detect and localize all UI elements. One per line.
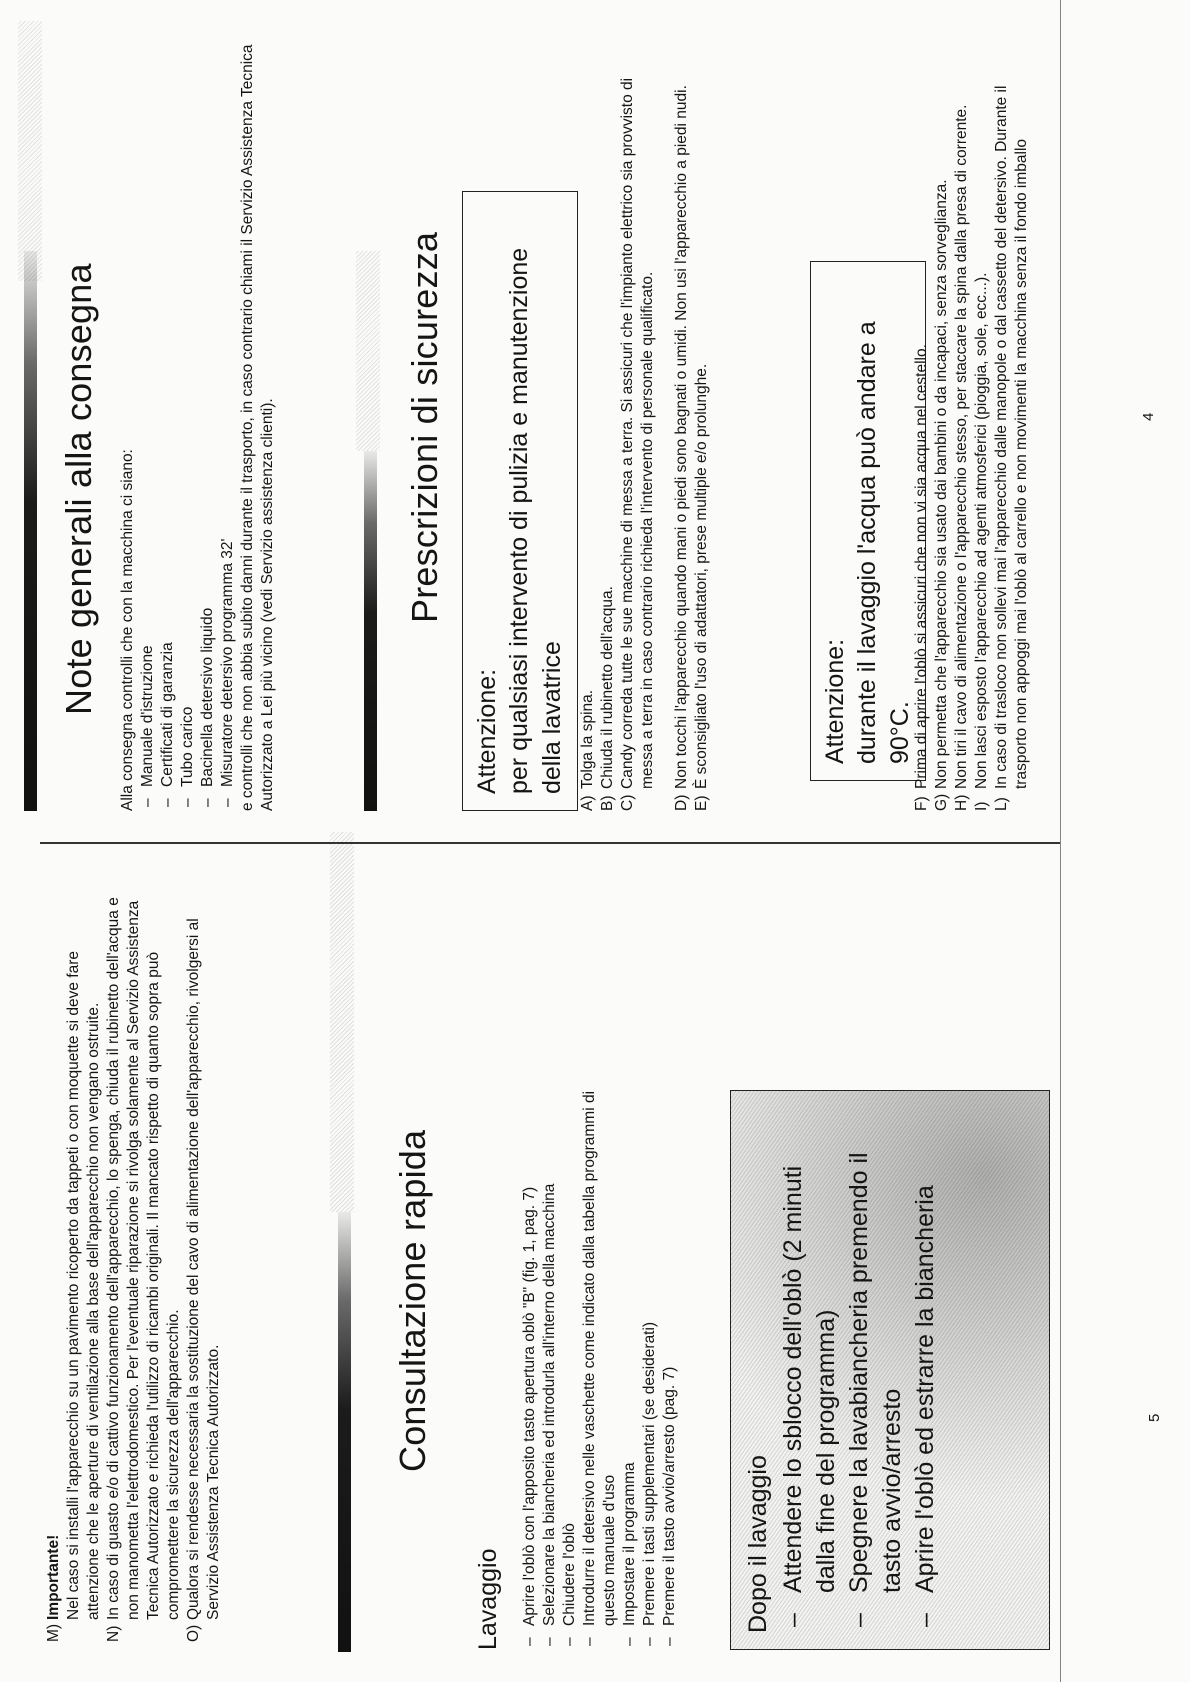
list-item: – Chiudere l'oblò bbox=[560, 1090, 580, 1650]
rule-text: Prima di aprire l'oblò si assicuri che non vi sia acqua nel cestello. bbox=[913, 344, 930, 789]
rule-text: Non tiri il cavo di alimentazione o l'apparecchio stesso, per staccare la spina dalla presa di corrente. bbox=[953, 104, 970, 789]
rule-title: Importante! bbox=[45, 1534, 62, 1620]
list-item: – Bacinella detersivo liquido bbox=[198, 41, 218, 811]
delivery-notes bbox=[118, 41, 278, 811]
rule-letter: B) bbox=[599, 795, 616, 811]
scan-noise bbox=[356, 251, 380, 451]
rule-l bbox=[992, 21, 1032, 811]
section-bar bbox=[24, 251, 37, 811]
rule-e bbox=[692, 31, 712, 811]
rule-letter: I) bbox=[973, 801, 990, 811]
rule-letter: O) bbox=[185, 1624, 202, 1642]
rule-text: Tolga la spina. bbox=[579, 689, 596, 789]
note-intro: Alla consegna controlli che con la macchina ci siano: bbox=[119, 449, 136, 811]
note-outro: e controlli che non abbia subito danni durante il trasporto, in caso contrario chiami il Servizio Assistenza Tecnica Autorizzato a Lei più vicino (vedi Servizio assistenza clienti). bbox=[239, 44, 276, 811]
rule-letter: F) bbox=[913, 796, 930, 811]
wash-title: Lavaggio bbox=[474, 1548, 502, 1650]
list-item: – Selezionare la biancheria ed introdurla all'interno della macchina bbox=[540, 1090, 560, 1650]
list-item: – Attendere lo sblocco dell'oblò (2 minuti dalla fine del programma) bbox=[777, 1107, 843, 1633]
note-title: Note generali alla consegna bbox=[58, 263, 99, 715]
rule-letter: N) bbox=[105, 1625, 122, 1642]
list-item: – Spegnere la lavabiancheria premendo il tasto avvio/arresto bbox=[843, 1107, 909, 1633]
rule-letter: A) bbox=[579, 795, 596, 811]
rule-text: Non permetta che l'apparecchio sia usato dai bambini o da incapaci, senza sorveglianza. bbox=[933, 179, 950, 789]
scan-noise bbox=[330, 832, 354, 1212]
rule-letter: M) bbox=[45, 1623, 62, 1642]
warning-box-temperature bbox=[810, 261, 926, 781]
rule-letter: D) bbox=[673, 794, 690, 811]
quick-title: Consultazione rapida bbox=[392, 1129, 433, 1472]
rule-letter: H) bbox=[953, 794, 970, 811]
rule-o bbox=[184, 882, 224, 1642]
rule-text: Non tocchi l'apparecchio quando mani o piedi sono bagnati o umidi. Non usi l'apparecchio a piedi nudi. bbox=[673, 85, 690, 789]
warning-box-cleaning bbox=[462, 191, 578, 811]
section-bar bbox=[338, 1212, 351, 1652]
rule-text: Nel caso si installi l'apparecchio su un pavimento ricoperto da tappeti o con moquette si deve fare attenzione che le aperture di ventilazione alla base dell'apparecchio non vengano ostruite. bbox=[65, 951, 102, 1620]
rule-m bbox=[44, 882, 104, 1642]
list-item: – Misuratore detersivo programma 32' bbox=[218, 41, 238, 811]
rules-a-e bbox=[578, 31, 712, 811]
rule-b bbox=[598, 31, 618, 811]
rule-a bbox=[578, 31, 598, 811]
rule-letter: E) bbox=[693, 795, 710, 811]
safety-title: Prescrizioni di sicurezza bbox=[404, 231, 445, 623]
rule-f bbox=[912, 21, 932, 811]
rule-text: Non lasci esposto l'apparecchio ad agenti atmosferici (pioggia, sole, ecc...). bbox=[973, 272, 990, 789]
rule-letter: G) bbox=[933, 793, 950, 811]
warning-label: Attenzione: bbox=[473, 668, 501, 794]
page-number: 5 bbox=[1146, 1413, 1163, 1422]
rule-c bbox=[618, 31, 658, 811]
wash-steps bbox=[520, 1090, 680, 1650]
rule-letter: C) bbox=[619, 794, 636, 811]
warning-text: per qualsiasi intervento di pulizia e manutenzione della lavatrice bbox=[505, 247, 566, 794]
page-bottom-line bbox=[1060, 0, 1061, 1682]
rule-g bbox=[932, 21, 952, 811]
scan-noise bbox=[18, 21, 42, 281]
rule-i bbox=[972, 21, 992, 811]
list-item: – Certificati di garanzia bbox=[158, 41, 178, 811]
page-5 bbox=[0, 841, 1190, 1682]
rule-text: In caso di guasto e/o di cattivo funzionamento dell'apparecchio, lo spenga, chiuda il rubinetto dell'acqua e non manometta l'elettrodomestico. Per l'eventuale riparazione si rivolga solamente al Servizio Assistenza Tecnica Autorizzato e richieda l'utilizzo di ricambi originali. Il mancato rispetto di quanto sopra può compromettere la sicurezza dell'apparecchio. bbox=[105, 897, 182, 1620]
list-item: – Aprire l'oblò ed estrarre la biancheria bbox=[909, 1107, 942, 1633]
rule-text: Qualora si rendesse necessaria la sostituzione del cavo di alimentazione dell'apparecchio, rivolgersi al Servizio Assistenza Tecnica Autorizzato. bbox=[185, 918, 222, 1620]
list-item: – Premere il tasto avvio/arresto (pag. 7) bbox=[660, 1090, 680, 1650]
rules-m-o bbox=[44, 882, 224, 1642]
rule-text: In caso di trasloco non sollevi mai l'apparecchio dalle manopole o dal cassetto del detersivo. Durante il trasporto non appoggi mai l'oblò al carrello e non movimenti la macchina senza il fondo imballo bbox=[993, 85, 1030, 789]
rule-text: Candy corredа tutte le sue macchine di messa a terra. Si assicuri che l'impianto elettrico sia provvisto di messa a terra in caso contrario richieda l'intervento di personale qualificato. bbox=[619, 77, 656, 789]
page-number: 4 bbox=[1140, 412, 1157, 421]
list-item: – Manuale d'istruzione bbox=[138, 41, 158, 811]
rule-d bbox=[672, 31, 692, 811]
after-wash-box bbox=[730, 1090, 1050, 1650]
rule-h bbox=[952, 21, 972, 811]
rule-text: È sconsigliato l'uso di adattatori, prese multiple e/o prolunghe. bbox=[693, 363, 710, 789]
after-title: Dopo il lavaggio bbox=[744, 1455, 772, 1633]
rule-n bbox=[104, 882, 184, 1642]
section-bar bbox=[364, 451, 377, 811]
page-gutter-line bbox=[40, 843, 1060, 845]
list-item: – Tubo carico bbox=[178, 41, 198, 811]
rule-text: Chiuda il rubinetto dell'acqua. bbox=[599, 586, 616, 789]
list-item: – Aprire l'oblò con l'apposito tasto apertura oblò "B" (fig. 1, pag. 7) bbox=[520, 1090, 540, 1650]
list-item: – Introdurre il detersivo nelle vaschette come indicato dalla tabella programmi di questo manuale d'uso bbox=[580, 1090, 620, 1650]
warning-label: Attenzione: bbox=[821, 638, 849, 764]
rule-letter: L) bbox=[993, 797, 1010, 811]
rules-f-l bbox=[912, 21, 1032, 811]
warning-text: durante il lavaggio l'acqua può andare a 90°C. bbox=[853, 321, 914, 764]
list-item: – Impostare il programma bbox=[620, 1090, 640, 1650]
list-item: – Premere i tasti supplementari (se desiderati) bbox=[640, 1090, 660, 1650]
